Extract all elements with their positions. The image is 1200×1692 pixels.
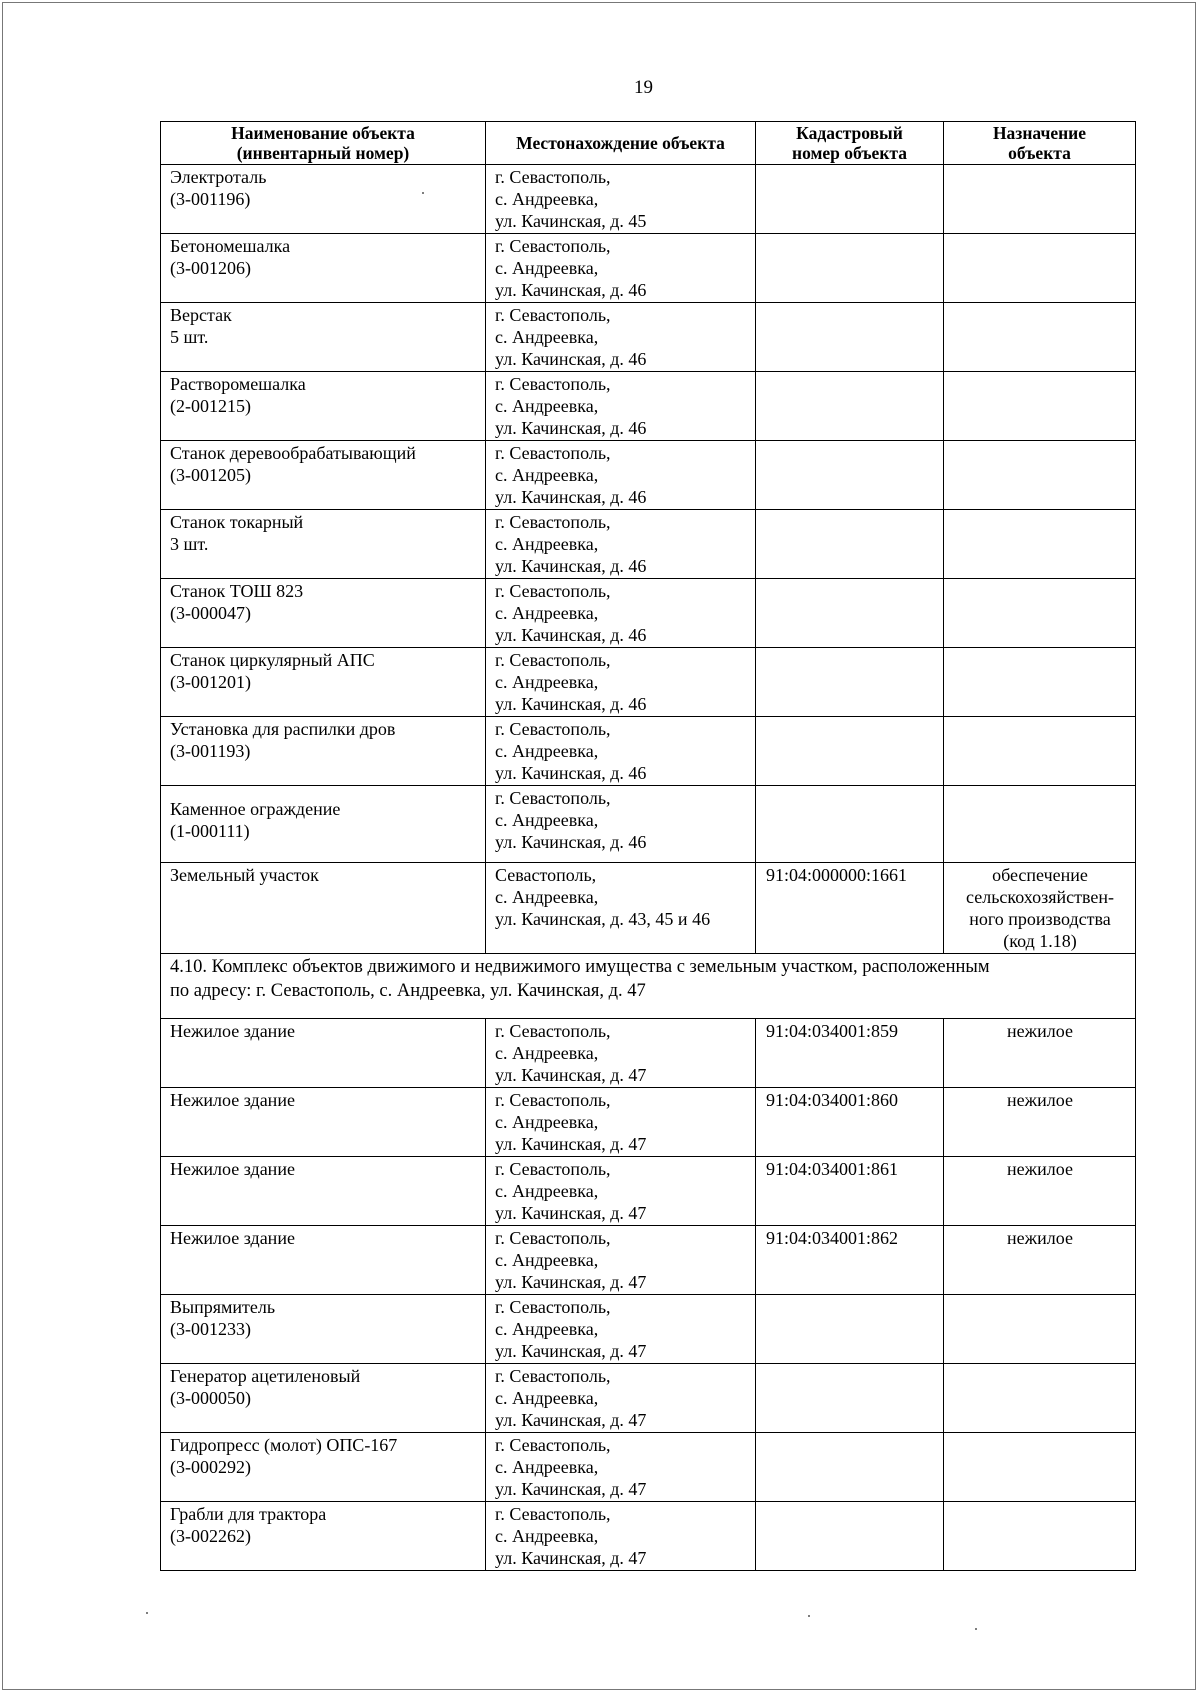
table-body-land xyxy=(161,863,1136,1019)
object-address-cell xyxy=(486,579,756,648)
address-line: ул. Качинская, д. 47 xyxy=(495,1272,647,1292)
inventory-number: (2-001215) xyxy=(170,396,251,416)
address-line: г. Севастополь, xyxy=(495,374,611,394)
address-line: ул. Качинская, д. 47 xyxy=(495,1065,647,1085)
object-purpose-cell xyxy=(944,717,1136,786)
address-line: г. Севастополь, xyxy=(495,1021,611,1041)
object-purpose-cell xyxy=(944,165,1136,234)
object-purpose-cell xyxy=(944,1502,1136,1571)
address-line: с. Андреевка, xyxy=(495,1181,599,1201)
table-row xyxy=(161,1157,1136,1226)
address-line: с. Андреевка, xyxy=(495,1319,599,1339)
header-object-name: Наименование объекта (инвентарный номер) xyxy=(161,122,486,165)
land-plot-row xyxy=(161,863,1136,954)
table-row xyxy=(161,786,1136,863)
object-address-cell xyxy=(486,648,756,717)
table-header-row xyxy=(161,122,1136,165)
cadastral-number-cell xyxy=(756,441,944,510)
object-name: Нежилое здание xyxy=(170,1159,295,1179)
address-line: ул. Качинская, д. 45 xyxy=(495,211,647,231)
object-address-cell xyxy=(486,786,756,863)
object-address-cell xyxy=(486,1364,756,1433)
cadastral-number-cell xyxy=(756,1433,944,1502)
object-name: Станок ТОШ 823 xyxy=(170,581,304,601)
object-name-cell xyxy=(161,717,486,786)
table-body-section-a xyxy=(161,165,1136,863)
address-line: с. Андреевка, xyxy=(495,1388,599,1408)
inventory-number: (3-001193) xyxy=(170,741,251,761)
table-body-section-b xyxy=(161,1019,1136,1571)
object-name-cell xyxy=(161,1433,486,1502)
address-line: ул. Качинская, д. 47 xyxy=(495,1341,647,1361)
address-line: с. Андреевка, xyxy=(495,1250,599,1270)
object-name: Грабли для трактора xyxy=(170,1504,327,1524)
object-purpose-cell xyxy=(944,303,1136,372)
table-row xyxy=(161,234,1136,303)
address-line: г. Севастополь, xyxy=(495,512,611,532)
address-line: с. Андреевка, xyxy=(495,741,599,761)
object-address-cell xyxy=(486,1502,756,1571)
address-line: ул. Качинская, д. 46 xyxy=(495,763,647,783)
cadastral-number-cell xyxy=(756,579,944,648)
cadastral-number-cell: 91:04:034001:860 xyxy=(756,1088,944,1157)
section-heading: 4.10. Комплекс объектов движимого и недвижимого имущества с земельным участком, расположенным по адресу: г. Севастополь, с. Андреевка, ул. Качинская, д. 47 xyxy=(161,954,1136,1019)
object-name: Станок циркулярный АПС xyxy=(170,650,375,670)
land-plot-purpose: обеспечение сельскохозяйствен- ного производства (код 1.18) xyxy=(944,863,1136,954)
object-name-cell xyxy=(161,786,486,863)
object-name: Верстак xyxy=(170,305,232,325)
object-name: Бетономешалка xyxy=(170,236,291,256)
address-line: ул. Качинская, д. 46 xyxy=(495,556,647,576)
address-line: г. Севастополь, xyxy=(495,1228,611,1248)
address-line: г. Севастополь, xyxy=(495,650,611,670)
object-address-cell xyxy=(486,717,756,786)
object-name-cell xyxy=(161,1019,486,1088)
object-name-cell xyxy=(161,165,486,234)
cadastral-number-cell xyxy=(756,1364,944,1433)
address-line: ул. Качинская, д. 47 xyxy=(495,1134,647,1154)
cadastral-number-cell xyxy=(756,717,944,786)
table-row xyxy=(161,1019,1136,1088)
object-name: Растворомешалка xyxy=(170,374,306,394)
object-address-cell xyxy=(486,234,756,303)
header-object-location: Местонахождение объекта xyxy=(486,122,756,165)
property-registry-table xyxy=(160,121,1136,1571)
header-object-purpose: Назначение объекта xyxy=(944,122,1136,165)
object-address-cell xyxy=(486,1226,756,1295)
cadastral-number-cell xyxy=(756,1502,944,1571)
object-name-cell xyxy=(161,441,486,510)
cadastral-number-cell xyxy=(756,786,944,863)
land-plot-cadastral: 91:04:000000:1661 xyxy=(756,863,944,954)
address-line: с. Андреевка, xyxy=(495,189,599,209)
cadastral-number-cell: 91:04:034001:859 xyxy=(756,1019,944,1088)
object-address-cell xyxy=(486,510,756,579)
inventory-number: (3-001205) xyxy=(170,465,251,485)
inventory-number: (3-001233) xyxy=(170,1319,251,1339)
object-address-cell xyxy=(486,441,756,510)
object-purpose-cell: нежилое xyxy=(944,1088,1136,1157)
object-address-cell xyxy=(486,1088,756,1157)
object-purpose-cell xyxy=(944,1364,1136,1433)
address-line: г. Севастополь, xyxy=(495,1159,611,1179)
object-purpose-cell xyxy=(944,1295,1136,1364)
object-name-cell xyxy=(161,372,486,441)
inventory-number: (3-001201) xyxy=(170,672,251,692)
cadastral-number-cell xyxy=(756,1295,944,1364)
scan-speck xyxy=(146,1612,148,1614)
object-name-cell xyxy=(161,1502,486,1571)
address-line: с. Андреевка, xyxy=(495,1457,599,1477)
address-line: ул. Качинская, д. 46 xyxy=(495,487,647,507)
object-name: Нежилое здание xyxy=(170,1090,295,1110)
object-purpose-cell: нежилое xyxy=(944,1226,1136,1295)
address-line: ул. Качинская, д. 46 xyxy=(495,280,647,300)
land-plot-name: Земельный участок xyxy=(161,863,486,954)
inventory-number: (1-000111) xyxy=(170,821,250,841)
object-address-cell xyxy=(486,303,756,372)
address-line: с. Андреевка, xyxy=(495,672,599,692)
scan-speck xyxy=(422,192,424,194)
address-line: г. Севастополь, xyxy=(495,1504,611,1524)
address-line: с. Андреевка, xyxy=(495,465,599,485)
object-name-cell xyxy=(161,1226,486,1295)
object-address-cell xyxy=(486,165,756,234)
address-line: г. Севастополь, xyxy=(495,788,611,808)
object-name: Генератор ацетиленовый xyxy=(170,1366,361,1386)
inventory-number: (3-000050) xyxy=(170,1388,251,1408)
table-row xyxy=(161,1226,1136,1295)
table-row xyxy=(161,648,1136,717)
table-row xyxy=(161,372,1136,441)
object-name: Станок токарный xyxy=(170,512,304,532)
inventory-number: (3-000292) xyxy=(170,1457,251,1477)
address-line: г. Севастополь, xyxy=(495,236,611,256)
object-name: Станок деревообрабатывающий xyxy=(170,443,416,463)
address-line: с. Андреевка, xyxy=(495,1043,599,1063)
object-name-cell xyxy=(161,648,486,717)
table-row xyxy=(161,1088,1136,1157)
address-line: г. Севастополь, xyxy=(495,1366,611,1386)
table-row xyxy=(161,579,1136,648)
table-row xyxy=(161,165,1136,234)
address-line: ул. Качинская, д. 47 xyxy=(495,1548,647,1568)
object-purpose-cell xyxy=(944,786,1136,863)
address-line: ул. Качинская, д. 47 xyxy=(495,1410,647,1430)
inventory-number: (3-002262) xyxy=(170,1526,251,1546)
address-line: ул. Качинская, д. 46 xyxy=(495,349,647,369)
address-line: ул. Качинская, д. 46 xyxy=(495,832,647,852)
object-name-cell xyxy=(161,579,486,648)
cadastral-number-cell xyxy=(756,510,944,579)
object-purpose-cell xyxy=(944,441,1136,510)
address-line: с. Андреевка, xyxy=(495,1526,599,1546)
address-line: с. Андреевка, xyxy=(495,603,599,623)
object-address-cell xyxy=(486,1157,756,1226)
object-purpose-cell xyxy=(944,510,1136,579)
address-line: с. Андреевка, xyxy=(495,534,599,554)
page-number: 19 xyxy=(634,77,653,98)
address-line: ул. Качинская, д. 46 xyxy=(495,418,647,438)
land-plot-address: Севастополь, с. Андреевка, ул. Качинская, д. 43, 45 и 46 xyxy=(486,863,756,954)
object-name-cell xyxy=(161,1364,486,1433)
address-line: г. Севастополь, xyxy=(495,305,611,325)
inventory-number: 3 шт. xyxy=(170,534,209,554)
address-line: ул. Качинская, д. 47 xyxy=(495,1479,647,1499)
table-row xyxy=(161,1433,1136,1502)
address-line: с. Андреевка, xyxy=(495,327,599,347)
address-line: г. Севастополь, xyxy=(495,1435,611,1455)
inventory-number: (3-000047) xyxy=(170,603,251,623)
object-name: Каменное ограждение xyxy=(170,799,341,819)
cadastral-number-cell xyxy=(756,648,944,717)
table-row xyxy=(161,1295,1136,1364)
object-name-cell xyxy=(161,1088,486,1157)
address-line: с. Андреевка, xyxy=(495,396,599,416)
object-purpose-cell xyxy=(944,579,1136,648)
table-row xyxy=(161,441,1136,510)
address-line: г. Севастополь, xyxy=(495,719,611,739)
table-row xyxy=(161,717,1136,786)
cadastral-number-cell xyxy=(756,303,944,372)
object-name: Нежилое здание xyxy=(170,1228,295,1248)
object-name: Электроталь xyxy=(170,167,267,187)
object-address-cell xyxy=(486,1019,756,1088)
cadastral-number-cell xyxy=(756,165,944,234)
inventory-number: (3-001196) xyxy=(170,189,251,209)
object-address-cell xyxy=(486,1433,756,1502)
object-purpose-cell: нежилое xyxy=(944,1157,1136,1226)
object-purpose-cell xyxy=(944,1433,1136,1502)
address-line: г. Севастополь, xyxy=(495,167,611,187)
object-name-cell xyxy=(161,303,486,372)
table-row xyxy=(161,1502,1136,1571)
scan-speck xyxy=(808,1615,810,1617)
address-line: ул. Качинская, д. 46 xyxy=(495,694,647,714)
address-line: г. Севастополь, xyxy=(495,581,611,601)
header-cadastral-number: Кадастровый номер объекта xyxy=(756,122,944,165)
address-line: г. Севастополь, xyxy=(495,443,611,463)
address-line: с. Андреевка, xyxy=(495,1112,599,1132)
object-name-cell xyxy=(161,1295,486,1364)
address-line: г. Севастополь, xyxy=(495,1090,611,1110)
object-purpose-cell xyxy=(944,648,1136,717)
object-address-cell xyxy=(486,372,756,441)
section-heading-row xyxy=(161,954,1136,1019)
scan-speck xyxy=(975,1628,977,1630)
object-address-cell xyxy=(486,1295,756,1364)
table-row xyxy=(161,510,1136,579)
address-line: ул. Качинская, д. 46 xyxy=(495,625,647,645)
table-row xyxy=(161,1364,1136,1433)
cadastral-number-cell: 91:04:034001:861 xyxy=(756,1157,944,1226)
object-purpose-cell: нежилое xyxy=(944,1019,1136,1088)
object-name: Установка для распилки дров xyxy=(170,719,396,739)
object-name-cell xyxy=(161,1157,486,1226)
cadastral-number-cell: 91:04:034001:862 xyxy=(756,1226,944,1295)
inventory-number: 5 шт. xyxy=(170,327,209,347)
address-line: с. Андреевка, xyxy=(495,810,599,830)
object-name: Гидропресс (молот) ОПС-167 xyxy=(170,1435,398,1455)
address-line: г. Севастополь, xyxy=(495,1297,611,1317)
address-line: с. Андреевка, xyxy=(495,258,599,278)
object-purpose-cell xyxy=(944,372,1136,441)
cadastral-number-cell xyxy=(756,234,944,303)
cadastral-number-cell xyxy=(756,372,944,441)
object-name: Выпрямитель xyxy=(170,1297,276,1317)
inventory-number: (3-001206) xyxy=(170,258,251,278)
address-line: ул. Качинская, д. 47 xyxy=(495,1203,647,1223)
table-row xyxy=(161,303,1136,372)
object-name-cell xyxy=(161,234,486,303)
object-name-cell xyxy=(161,510,486,579)
object-name: Нежилое здание xyxy=(170,1021,295,1041)
object-purpose-cell xyxy=(944,234,1136,303)
